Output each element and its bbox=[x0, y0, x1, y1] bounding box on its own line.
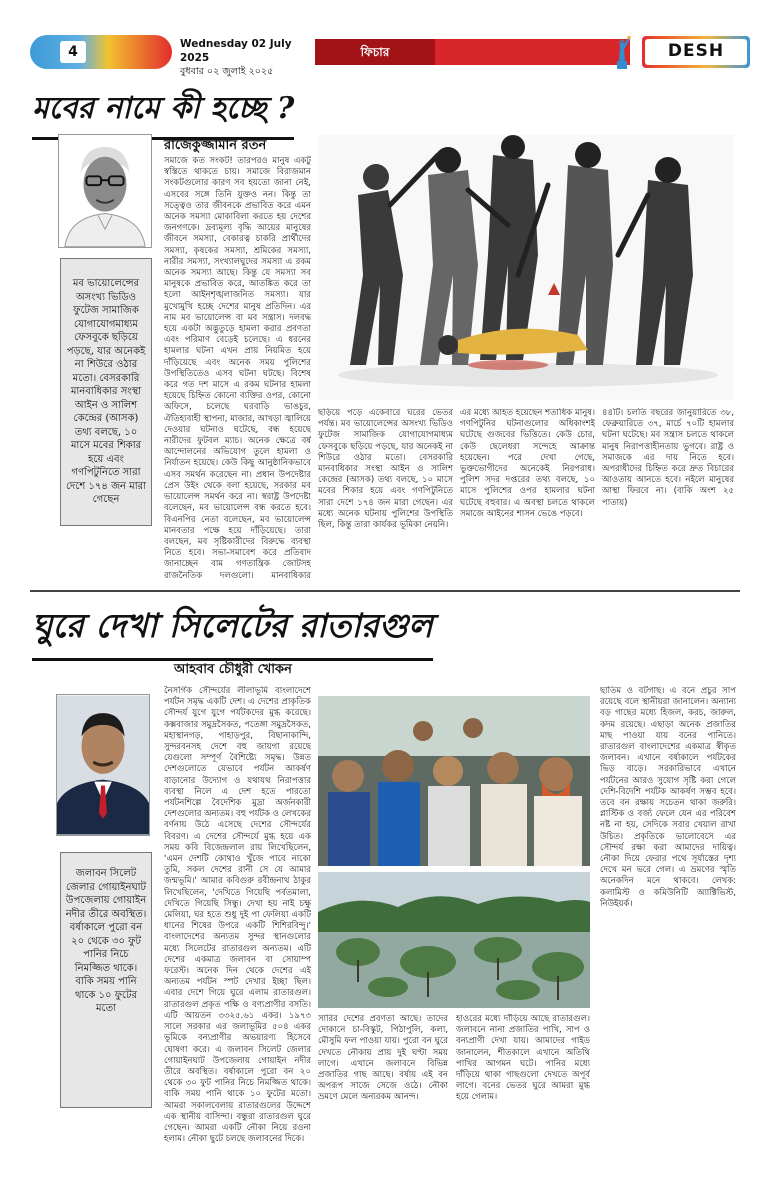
logo-text: DESH bbox=[645, 39, 747, 65]
author-portrait-2 bbox=[56, 694, 150, 836]
page-number: 4 bbox=[60, 41, 86, 63]
section-bar bbox=[315, 39, 630, 65]
article1-body-col4: ৪৪টি। চলতি বছরের জানুয়ারিতে ৩৮, ফেব্রুয়ারিতে ৩৭, মার্চে ৭০টি হামলার ঘটনা ঘটেছে। মব সন্ত্রাস চলতে থাকলে মানুষ নিরাপত্তাহীনতায় ভুগবে। রাষ্ট্র ও সমাজকে এর দায় নিতে হবে। অপরাধীদের চিহ্নিত করে দ্রুত বিচারের আওতায় আনতে হবে। নইলে মানুষের আস্থা ফিরবে না। (বাকি অংশ ২৫ পাতায়) bbox=[602, 408, 734, 508]
page-number-badge bbox=[30, 35, 172, 69]
newspaper-logo bbox=[642, 36, 750, 68]
mob-violence-illustration bbox=[318, 135, 734, 400]
section-divider bbox=[30, 590, 740, 592]
article1-pullquote: মব ভায়োলেন্সের অসংখ্য ভিডিও ফুটেজ সামাজিক যোগাযোগমাধ্যম ফেসবুকে ছড়িয়ে পড়ছে, যার অনেকই না শিউরে ওঠার মতো। বেসরকারি মানবাধিকার সংস্থা আইন ও সালিশ কেন্দ্রের (আসক) তথ্য বলছে, ১০ মাসে মবের শিকার হয়ে এবং গণপিটুনিতে সারা দেশে ১৭৪ জন মারা গেছেন bbox=[60, 258, 152, 526]
article1-title: মবের নামে কী হচ্ছে ? bbox=[32, 84, 294, 140]
article2-body-col4: ছাতিম ও বটগাছ। এ বনে প্রচুর সাপ রয়েছে বলে স্থানীয়রা জানালেন। অন্যান্য বড় গাছের মধ্যে হিজল, করচ, জারুল, কদম রয়েছে। এছাড়া অনেক প্রজাতির মাছ পাওয়া যায় বনের পানিতে। রাতারগুল বাংলাদেশের একমাত্র স্বীকৃত জলাবন। এখানে বর্ষাকালে পর্যটকের ভিড় বাড়ে। সরকারিভাবে এখানে পর্যটনের আরও সুযোগ সৃষ্টি করা গেলে দেশি-বিদেশি পর্যটক আকর্ষণ সম্ভব হবে। তবে বন রক্ষায় সচেতন থাকা জরুরি। প্লাস্টিক ও বর্জ্য ফেলে যেন এর পরিবেশ নষ্ট না হয়, সেদিকে সবার খেয়াল রাখা উচিত। প্রকৃতিকে ভালোবেসে এর সৌন্দর্য রক্ষা করা আমাদের দায়িত্ব। নৌকা দিয়ে ফেরার পথে সূর্যাস্তের দৃশ্য দেখে মন ভরে গেল। এ ভ্রমণের স্মৃতি অনেকদিন মনে থাকবে। লেখক: কলামিস্ট ও কমিউনিটি অ্যাক্টিভিস্ট, নিউইয়র্ক। bbox=[600, 686, 736, 909]
article2-body-col2: সারির দেশের প্রবণতা আছে। তাদের দোকানে চা-বিস্কুট, পিঠাপুলি, কলা, মৌসুমি ফল পাওয়া যায়। পুরো বন ঘুরে দেখতে নৌকায় প্রায় দুই ঘণ্টা সময় লাগে। এখানে জলাবনে বিভিন্ন প্রজাতির গাছ আছে। বর্ষায় এই বন অপরূপ সাজে সেজে ওঠে। নৌকা ভ্রমণে মেলে অন্যরকম আনন্দ। bbox=[318, 1014, 448, 1103]
article1-body-col1: সমাজে কত সংকট! তারপরও মানুষ একটু স্বস্তিতে থাকতে চায়। সমাজে বিরাজমান সংকটগুলোর কারণ সব হয়তো জানা নেই, এসবের সঙ্গে তিনি যুক্তও নন। কিন্তু তা সত্ত্বেও তার জীবনকে প্রভাবিত করে এমন অনেক সমস্যা মোকাবিলা করতে হয় দেশের জনগণকে। দ্রব্যমূল্য বৃদ্ধি আয়ের মানুষের জীবনে সমস্যা, বেকারত্ব চাকরি প্রার্থীদের সমস্যা, কৃষকের সমস্যা, শ্রমিকের সমস্যা, নারীর সমস্যা, সংখ্যালঘুদের সমস্যা এ রকম অনেক সমস্যা আছে। কিন্তু যে সমস্যা সব মানুষকে প্রভাবিত করে, আতঙ্কিত করে তা হলো আইনশৃঙ্খলাজনিত সমস্যা। যার মুখোমুখি হচ্ছে দেশের মানুষ প্রতিদিন। এর নাম মব ভায়োলেন্স বা মব সন্ত্রাস। দলবদ্ধ হয়ে একটা অদ্ভুতুড়ে হামলা করার প্রবণতা এবং পরিমাণ বেড়েই চলেছে। এ ধরনের হামলার ঘটনা এখন প্রায় নিয়মিত হয়ে দাঁড়িয়েছে এবং অনেক সময় পুলিশের উপস্থিতিতেও এসব ঘটনা ঘটছে। বিশেষ করে গত দশ মাসে এ রকম ঘটনার হামলা হয়েছে চিহ্নিত কোনো ব্যক্তির ওপর, কোনো অফিসে, চলেছে ঘরবাড়ি ভাঙচুর, ঐতিহ্যবাহী স্থাপনা, মাজার, আখড়া জ্বালিয়ে দেওয়ার ঘটনাও ঘটেছে, বন্ধ হয়েছে নারীদের ফুটবল ম্যাচ। অনেক ক্ষেত্রে বর্ষ আন্দোলনের অভিযোগ তুলে হামলা ও নির্যাতন হয়েছে। কেউ কিছু আনুষ্ঠানিকভাবে এসব সমর্থন করেছেন না। প্রধান উপদেষ্টার প্রেস উইং থেকে বলা হয়েছে, সরকার মব ভায়োলেন্স সমর্থন করে না। স্বরাষ্ট্র উপদেষ্টা বলেছেন, মব ভায়োলেন্স বন্ধ করতে হবে। বিএনপির নেতা বলেছেন, মব ভায়োলেন্স মানবতার পক্ষে হয়ে দাঁড়িয়েছে। তারা বলছেন, মব সৃষ্টিকারীদের বিরুদ্ধে ব্যবস্থা নিতে হবে। সভা-সমাবেশ করে প্রতিবাদ জানাচ্ছেন বাম গণতান্ত্রিক জোটসহ রাজনৈতিক দলগুলো। মানবাধিকার bbox=[164, 156, 311, 581]
issue-date bbox=[180, 37, 310, 79]
article1-author: রাজেকুজ্জামান রতন bbox=[164, 138, 267, 153]
article2-author: আহবাব চৌধুরী খোকন bbox=[174, 662, 292, 677]
article2-body-col3: হাওরের মধ্যে দাঁড়িয়ে আছে রাতারগুল। জলাবনে নানা প্রজাতির পাখি, সাপ ও বন্যপ্রাণী দেখা যায়। আমাদের গাইড জানালেন, শীতকালে এখানে অতিথি পাখির আগমন ঘটে। পানির মধ্যে দাঁড়িয়ে থাকা গাছগুলো দেখতে অপূর্ব লাগে। বনের ভেতর ঘুরে আমরা মুগ্ধ হয়ে গেলাম। bbox=[456, 1014, 590, 1103]
article1-body-col3: এর মধ্যে আহত হয়েছেন শতাধিক মানুষ। গণপিটুনির ঘটনাগুলোর অধিকাংশই ঘটেছে গুজবের ভিত্তিতে। কেউ চোর, কেউ ছেলেধরা সন্দেহে আক্রান্ত হয়েছেন। পরে দেখা গেছে, ভুক্তভোগীদের অনেকেই নিরপরাধ। পুলিশ সদর দপ্তরের তথ্য বলছে, ১০ মাসে পুলিশের ওপর হামলার ঘটনা ঘটেছে বহুবার। এ অবস্থা চলতে থাকলে সমাজে আইনের শাসন ভেঙে পড়বে। bbox=[460, 408, 595, 519]
date-english: Wednesday 02 July 2025 bbox=[180, 38, 292, 64]
statue-of-liberty-icon bbox=[610, 35, 634, 69]
article2-body-col1: নৈসর্গিক সৌন্দর্যের লীলাভূমি বাংলাদেশে পর্যটন সমৃদ্ধ একটি দেশ। এ দেশের প্রাকৃতিক সৌন্দর্য যুগে যুগে পর্যটকদের মুগ্ধ করেছে। কক্সবাজার সমুদ্রসৈকত, পতেঙ্গা সমুদ্রসৈকত, মহাস্থানগড়, পাহাড়পুর, বিছানাকান্দি, সুন্দরবনসহ দেশে বহু জায়গা রয়েছে যেগুলো সম্পূর্ণ বৈশিষ্ট্যে সমৃদ্ধ। উন্নত দেশগুলোতে যেভাবে পর্যটন আকর্ষণ বাড়ানোর উদ্যোগ ও যথাযথ নিরাপত্তার ব্যবস্থা নিলে এ দেশ হতে পারতো পর্যটনশিল্পে বৈদেশিক মুদ্রা অর্জনকারী দেশগুলোর অন্যতম। বহু পর্যটক ও লেখকের বর্ণনায় উঠে এসেছে দেশের সৌন্দর্যের বিবরণ। এ দেশের সৌন্দর্যে মুগ্ধ হয়ে এক সময় কবি বিজেন্দ্রলাল রায় লিখেছিলেন, 'এমন দেশটি কোথাও খুঁজে পাবে নাকো তুমি, সকল দেশের রানী সে যে আমার জন্মভূমি।' আমার কবিগুরু রবীন্দ্রনাথ ঠাকুর লিখেছিলেন, 'দেখিতে গিয়েছি পর্বতমালা, দেখিতে গিয়েছি সিন্ধু। দেখা হয় নাই চক্ষু মেলিয়া, ঘর হতে শুধু দুই পা ফেলিয়া একটি ধানের শিষের উপরে একটি শিশিরবিন্দু।' বাংলাদেশের অন্যতম সুন্দর স্থানগুলোর মধ্যে সিলেটের রাতারগুল অন্যতম। এটি দেশের একমাত্র জলাবন বা সোয়াম্প ফরেস্ট। অনেক দিন থেকে দেশের এই অন্যতম পর্যটন স্পট দেখার ইচ্ছা ছিল। এবার দেশে গিয়ে ঘুরে এলাম রাতারগুল। রাতারগুল প্রকৃত পক্ষি ও বণ্যপ্রাণীর বসতি। এটি আয়তন ৩৩২৫.৬১ একর। ১৯৭৩ সালে সরকার এর জলাভূমির ৫০৪ একর ভূমিকে বন্যপ্রাণীর অভয়ারণ্য হিসেবে ঘোষণা করে। এ জলাবন সিলেট জেলার গোয়াইনঘাট উপজেলায় গোয়াইন নদীর তীরে অবস্থিত। বর্ষাকালে পুরো বন ২০ থেকে ৩০ ফুট পানির নিচে নিমজ্জিত থাকে। বাকি সময় পানি থাকে ১০ ফুটের মতো। আমরা সকালবেলায় রাতারগুলের উদ্দেশে এক স্থানীয় বাসিন্দা। বন্ধুরা রাতারগুল ঘুরে গেছেন। আমরা একটি নৌকা নিয়ে রওনা হলাম। নৌকা ছুটে চলছে জলাবনের দিকে। bbox=[164, 686, 311, 1145]
author-portrait-1 bbox=[58, 134, 152, 248]
date-bangla: বুধবার ০২ জুলাই ২০২৫ bbox=[180, 66, 274, 77]
article2-pullquote: জলাবন সিলেট জেলার গোয়াইনঘাট উপজেলায় গোয়াইন নদীর তীরে অবস্থিত। বর্ষাকালে পুরো বন ২০ থেকে ৩০ ফুট পানির নিচে নিমজ্জিত থাকে। বাকি সময় পানি থাকে ১০ ফুটের মতো bbox=[60, 852, 152, 1108]
section-label: ফিচার bbox=[315, 39, 435, 65]
article1-body-col2: ছড়িয়ে পড়ে একেবারে ঘরের ভেতর পর্যন্ত। মব ভায়োলেন্সের অসংখ্য ভিডিও ফুটেজ সামাজিক যোগাযোগমাধ্যম ফেসবুকে ছড়িয়ে পড়ছে, যার অনেকই না শিউরে ওঠার মতো। বেসরকারি মানবাধিকার সংস্থা আইন ও সালিশ কেন্দ্রের (আসক) তথ্য বলছে, ১০ মাসে মবের শিকার হয়ে এবং গণপিটুনিতে সারা দেশে ১৭৪ জন মারা গেছেন। এর মধ্যে অনেক ঘটনায় পুলিশের উপস্থিতি ছিল, কিন্তু তারা কার্যকর ভূমিকা নেয়নি। bbox=[318, 408, 453, 531]
group-boat-photo bbox=[318, 696, 590, 866]
page-header bbox=[30, 35, 750, 77]
ratargul-forest-photo bbox=[318, 872, 590, 1008]
article2-title: ঘুরে দেখা সিলেটের রাতারগুল bbox=[32, 600, 433, 661]
